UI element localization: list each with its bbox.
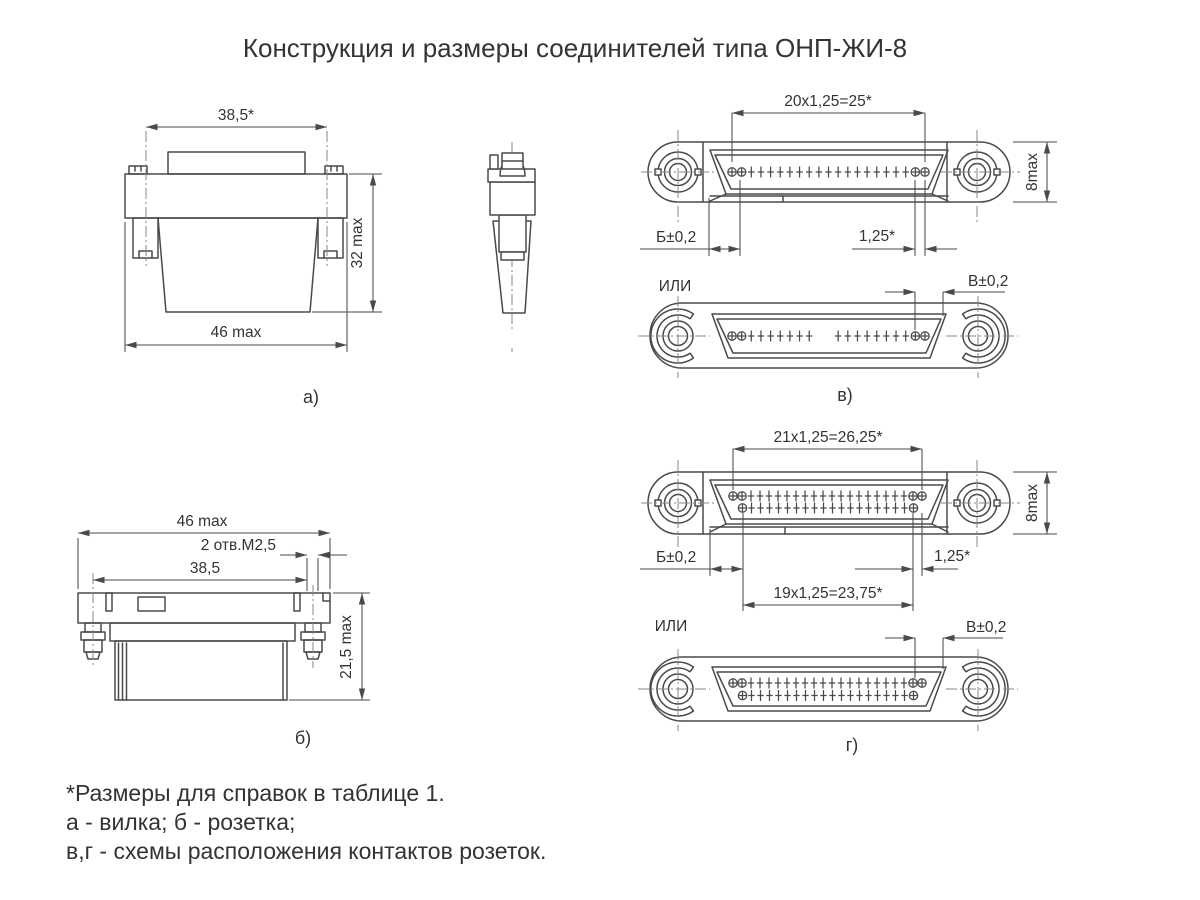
note-line-2: а - вилка; б - розетка;	[66, 809, 296, 835]
dim-38-5: 38,5	[189, 560, 221, 577]
figure-b-socket-side	[78, 513, 370, 748]
figure-a-label: а)	[302, 387, 320, 407]
dim-v: В±0,2	[968, 273, 1009, 290]
figure-v-face-2	[638, 273, 1018, 405]
dim-row-pitch-total: 20х1,25=25*	[784, 93, 872, 110]
contact-row	[738, 503, 917, 514]
dim-holes: 2 отв.М2,5	[200, 537, 276, 554]
contact-row	[729, 678, 926, 689]
dim-8-max: 8max	[1024, 153, 1041, 191]
figure-g-face-1	[640, 429, 1057, 611]
dim-46-max: 46 max	[210, 324, 262, 341]
dim-b: Б±0,2	[656, 549, 697, 566]
dim-32-max: 32 max	[349, 217, 366, 269]
dim-step: 1,25*	[858, 228, 896, 245]
figure-plug-side	[488, 142, 535, 352]
dim-row-pitch-total-top: 21х1,25=26,25*	[773, 429, 883, 446]
figure-g-face-2	[638, 618, 1018, 755]
or-label: ИЛИ	[654, 618, 688, 635]
figure-a-plug-front	[125, 107, 382, 407]
figure-v-label: в)	[837, 385, 853, 405]
dim-8-max: 8max	[1024, 484, 1041, 522]
note-line-1: *Размеры для справок в таблице 1.	[66, 780, 445, 806]
dim-row-pitch-total-bottom: 19х1,25=23,75*	[773, 585, 883, 602]
contact-row	[728, 331, 929, 342]
contact-row	[728, 167, 929, 178]
figure-g-label: г)	[845, 735, 859, 755]
dim-step: 1,25*	[934, 548, 971, 565]
dim-46-max: 46 max	[176, 513, 228, 530]
notes-block	[66, 780, 546, 864]
dim-21-5-max: 21,5 max	[338, 615, 355, 679]
dim-v: В±0,2	[966, 619, 1007, 636]
figure-b-label: б)	[294, 728, 312, 748]
page-title: Конструкция и размеры соединителей типа ОНП-ЖИ-8	[242, 33, 908, 63]
contact-row	[729, 491, 926, 502]
dim-38-5: 38,5*	[217, 107, 255, 124]
dim-b: Б±0,2	[656, 229, 697, 246]
or-label: ИЛИ	[658, 278, 692, 295]
contact-row	[738, 690, 917, 701]
figure-v-face-1	[640, 93, 1057, 256]
note-line-3: в,г - схемы расположения контактов розеток.	[66, 838, 547, 864]
